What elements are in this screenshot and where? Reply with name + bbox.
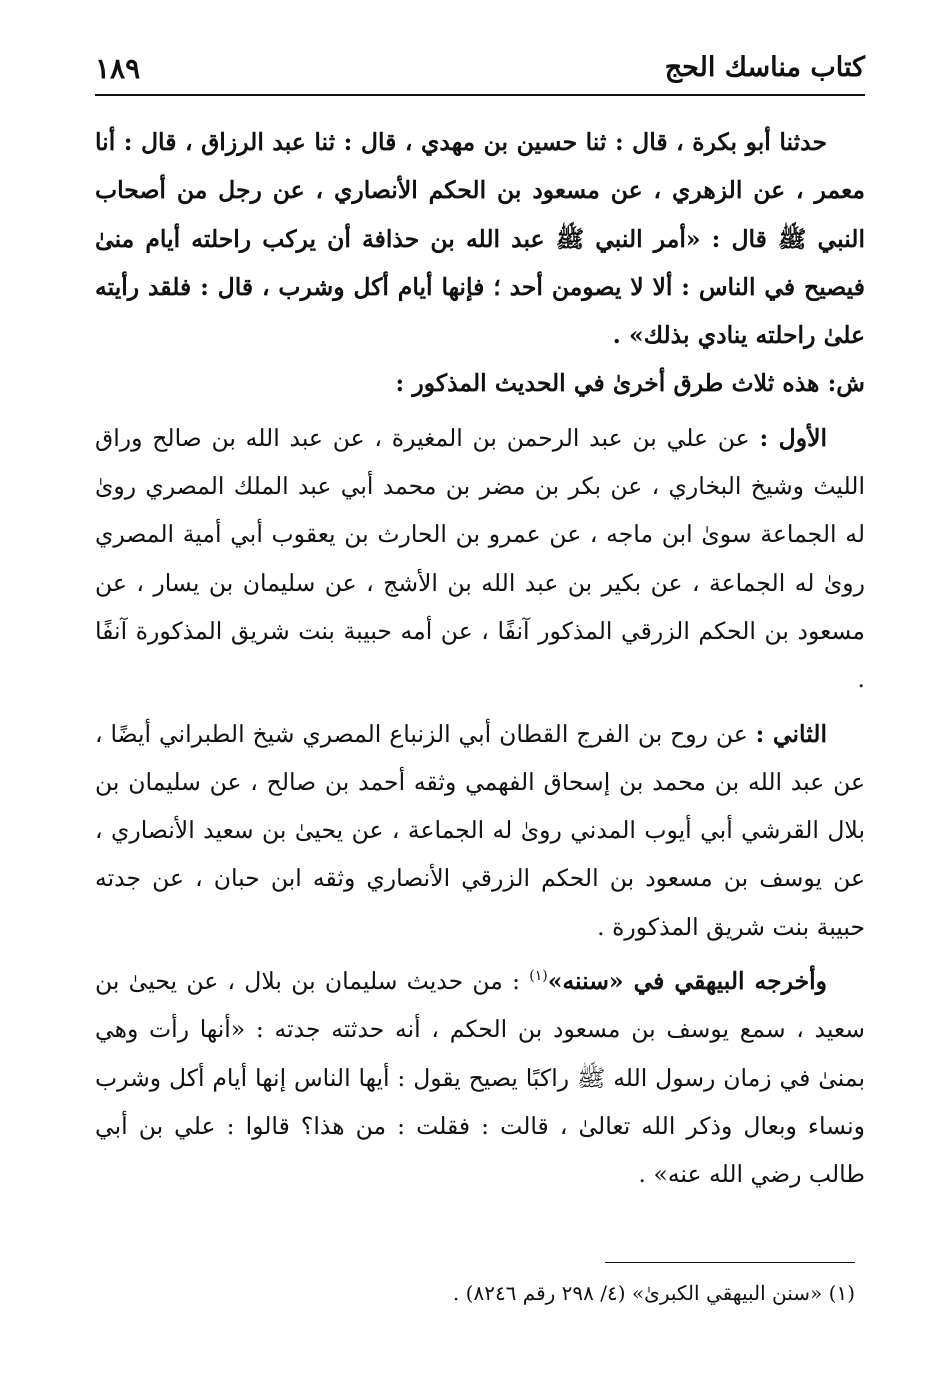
paragraph-lead: وأخرجه البيهقي في «سننه» bbox=[547, 967, 827, 996]
paragraph-text: : من حديث سليمان بن بلال ، عن يحيىٰ بن سعيد ، سمع يوسف بن مسعود بن الحكم ، أنه حدثته جدته : «أنها رأت وهي بمنىٰ في زمان رسول الله ﷺ راكبًا يصيح يقول : أيها الناس إنها أيام أكل وشرب ونساء وبعال وذكر الله تعالىٰ ، قالت : فقلت : من هذا؟ قالوا : علي بن أبي طالب رضي الله عنه» . bbox=[95, 967, 865, 1189]
second-chain-paragraph bbox=[95, 710, 865, 951]
main-text bbox=[95, 118, 865, 1199]
paragraph-lead: الثاني : bbox=[755, 719, 828, 748]
page-number: ١٨٩ bbox=[95, 52, 141, 85]
paragraph-text: عن علي بن عبد الرحمن بن المغيرة ، عن عبد الله بن صالح وراق الليث وشيخ البخاري ، عن بكر بن مضر بن محمد أبي عبد الملك المصري روىٰ له الجماعة سوىٰ ابن ماجه ، عن عمرو بن الحارث بن يعقوب أبي أمية المصري روىٰ له الجماعة ، عن بكير بن عبد الله بن الأشج ، عن سليمان بن يسار ، عن مسعود بن الحكم الزرقي المذكور آنفًا ، عن أمه حبيبة بنت شريق المذكورة آنفًا . bbox=[95, 423, 865, 694]
paragraph-lead: الأول : bbox=[759, 423, 828, 452]
book-title: كتاب مناسك الحج bbox=[664, 52, 865, 83]
footnote: (١) «سنن البيهقي الكبرىٰ» (٤/ ٢٩٨ رقم ٨٢٤٦) . bbox=[452, 1281, 855, 1305]
footnote-divider bbox=[605, 1262, 855, 1263]
hadith-chain-paragraph bbox=[95, 118, 865, 359]
bayhaqi-paragraph bbox=[95, 957, 865, 1198]
paragraph-text: عن روح بن الفرج القطان أبي الزنباع المصري شيخ الطبراني أيضًا ، عن عبد الله بن محمد بن إسحاق الفهمي وثقه أحمد بن صالح ، عن سليمان بن بلال القرشي أبي أيوب المدني روىٰ له الجماعة ، عن يحيىٰ بن سعيد الأنصاري ، عن يوسف بن مسعود بن الحكم الزرقي الأنصاري وثقه ابن حبان ، عن جدته حبيبة بنت شريق المذكورة . bbox=[95, 719, 865, 941]
commentary-heading bbox=[95, 359, 865, 407]
first-chain-paragraph bbox=[95, 414, 865, 704]
paragraph-text: حدثنا أبو بكرة ، قال : ثنا حسين بن مهدي ، قال : ثنا عبد الرزاق ، قال : أنا معمر ، عن الزهري ، عن مسعود بن الحكم الأنصاري ، عن رجل من أصحاب النبي ﷺ قال : «أمر النبي ﷺ عبد الله بن حذافة أن يركب راحلته أيام منىٰ فيصيح في الناس : ألا لا يصومن أحد ؛ فإنها أيام أكل وشرب ، قال : فلقد رأيته علىٰ راحلته ينادي بذلك» . bbox=[95, 128, 865, 350]
footnote-marker[interactable]: (١) bbox=[529, 968, 548, 985]
paragraph-text: ش: هذه ثلاث طرق أخرىٰ في الحديث المذكور : bbox=[395, 369, 865, 398]
running-header bbox=[95, 50, 865, 96]
